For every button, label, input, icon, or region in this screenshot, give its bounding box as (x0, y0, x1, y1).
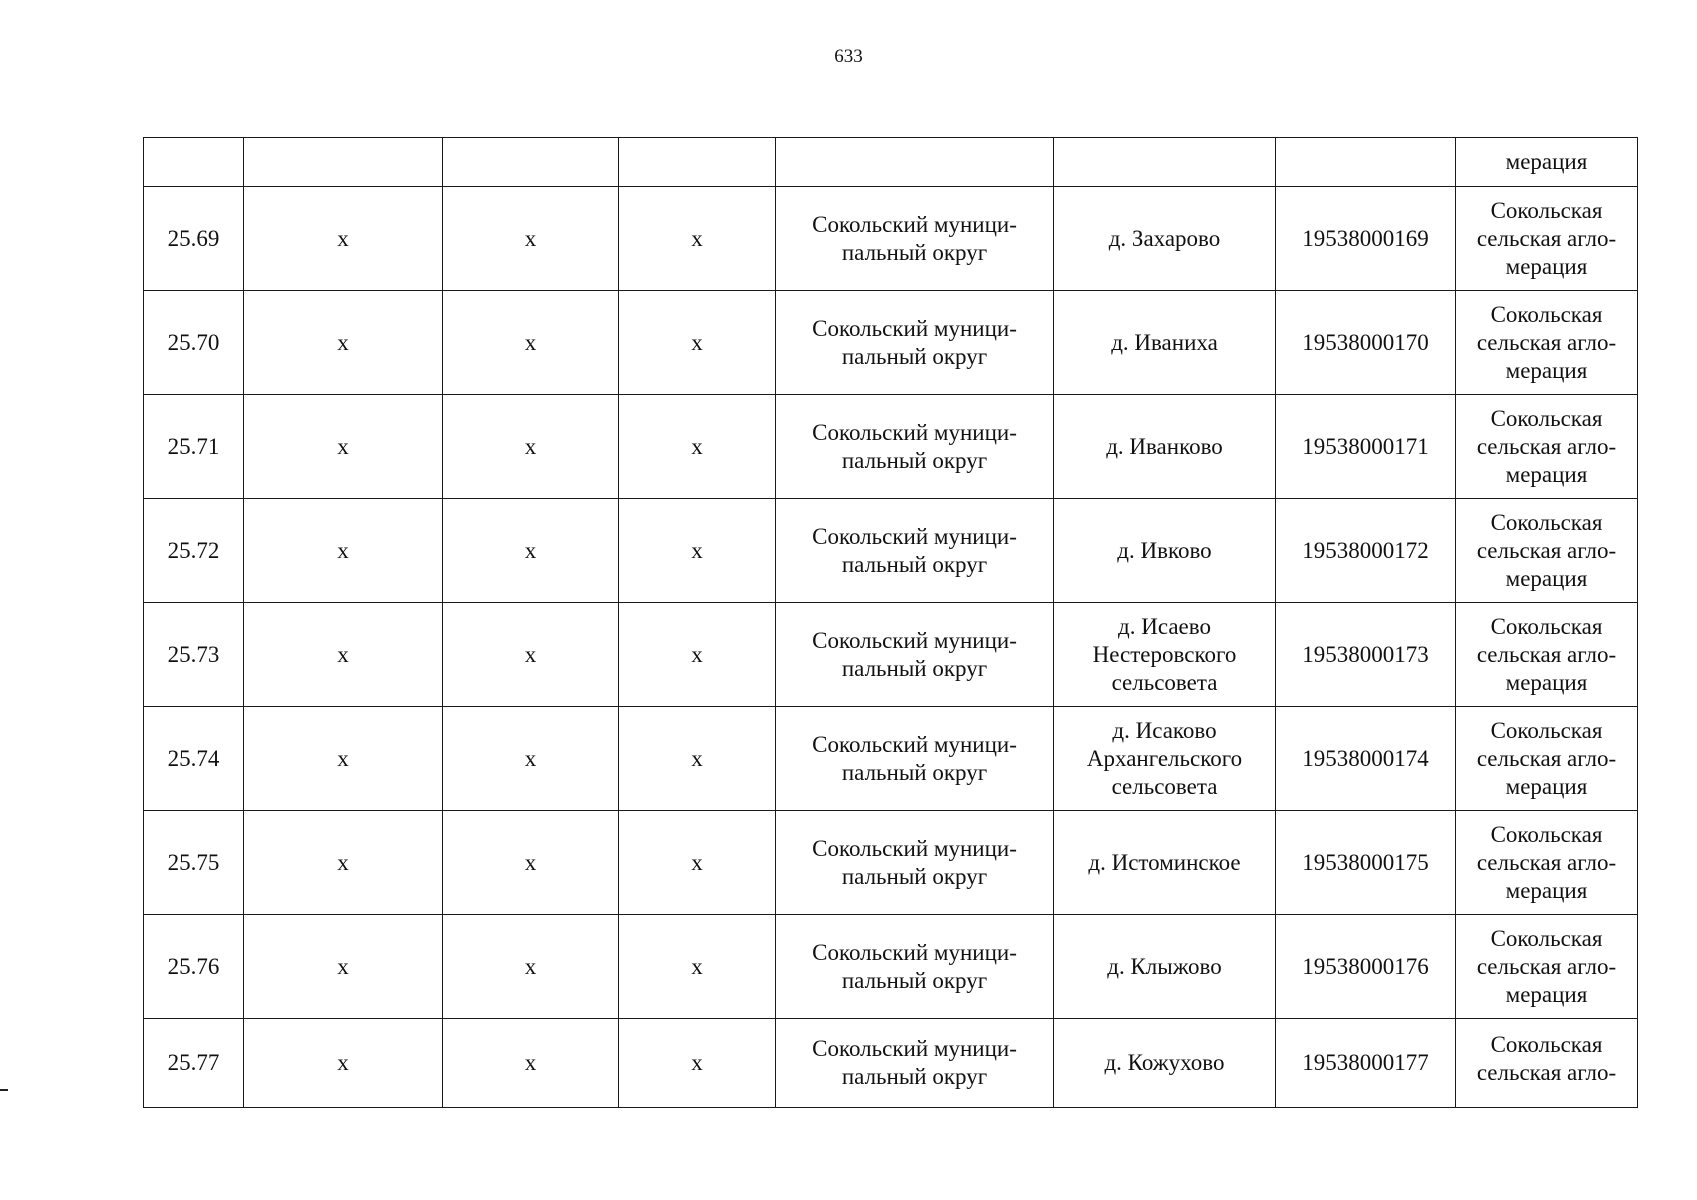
cell-district-line: пальный округ (841, 655, 988, 681)
cell-settlement (1054, 915, 1276, 1019)
cell-code: 19538000173 (1276, 603, 1456, 707)
cell-district-line: Сокольский муници- (812, 731, 1017, 757)
cell-agglomeration-line: сельская агло- (1476, 641, 1617, 667)
cell-settlement-line: сельсовета (1111, 669, 1218, 695)
cell-code: 19538000177 (1276, 1019, 1456, 1108)
cell-mark: х (244, 707, 443, 811)
cell-settlement (1054, 499, 1276, 603)
cell-code: 19538000171 (1276, 395, 1456, 499)
table-row (144, 499, 1638, 603)
cell-row-number: 25.74 (144, 707, 244, 811)
cell-settlement (1054, 603, 1276, 707)
cell-agglomeration-line: мерация (1505, 357, 1588, 383)
table-row (144, 187, 1638, 291)
cell-mark: х (443, 707, 619, 811)
cell-settlement-line: д. Клыжово (1107, 953, 1222, 979)
cell-settlement-line: д. Ивково (1117, 537, 1212, 563)
cell-district-line: Сокольский муници- (812, 939, 1017, 965)
cell-agglomeration-line: мерация (1505, 773, 1588, 799)
cell-district (776, 603, 1054, 707)
cell-mark: х (619, 395, 776, 499)
cell-agglomeration-line: мерация (1505, 253, 1588, 279)
cell-district-line: пальный округ (841, 863, 988, 889)
table-row (144, 603, 1638, 707)
cell-settlement-line: д. Захарово (1108, 225, 1221, 251)
cell-agglomeration-line: мерация (1505, 461, 1588, 487)
cell-code: 19538000176 (1276, 915, 1456, 1019)
cell-agglomeration-line: Сокольская (1490, 197, 1603, 223)
cell-agglomeration (1456, 707, 1638, 811)
cell-mark: х (443, 915, 619, 1019)
cell-agglomeration (1456, 811, 1638, 915)
cell-code: 19538000169 (1276, 187, 1456, 291)
cell-district (776, 811, 1054, 915)
cell-district-line: Сокольский муници- (812, 419, 1017, 445)
cell-agglomeration (1456, 915, 1638, 1019)
cell-mark: х (244, 603, 443, 707)
cell-agglomeration (1456, 603, 1638, 707)
cell-district-line: Сокольский муници- (812, 523, 1017, 549)
table-row-continued (144, 138, 1638, 187)
cell-agglomeration (1456, 291, 1638, 395)
cell-agglomeration-line: Сокольская (1490, 925, 1603, 951)
cell-mark: х (244, 1019, 443, 1108)
cell-agglomeration-line: сельская агло- (1476, 225, 1617, 251)
cell-row-number: 25.76 (144, 915, 244, 1019)
cell-mark: х (244, 915, 443, 1019)
cell-agglomeration (1456, 499, 1638, 603)
cell-row-number: 25.72 (144, 499, 244, 603)
cell-agglomeration-line: Сокольская (1490, 613, 1603, 639)
cell-mark: х (619, 1019, 776, 1108)
cell-agglomeration-line: сельская агло- (1476, 849, 1617, 875)
cell-settlement-line: д. Иваниха (1111, 329, 1218, 355)
cell-agglomeration-line: сельская агло- (1476, 745, 1617, 771)
cell-mark: х (443, 395, 619, 499)
cell-mark: х (443, 291, 619, 395)
cell-mark: х (619, 811, 776, 915)
cell-settlement-line: Архангельского (1086, 745, 1243, 771)
cell-mark: х (443, 187, 619, 291)
cell-agglomeration-line: сельская агло- (1476, 433, 1617, 459)
cell-agglomeration (1456, 1019, 1638, 1108)
cell-mark: х (619, 603, 776, 707)
cell-district-line: Сокольский муници- (812, 1036, 1017, 1061)
cell-district (776, 499, 1054, 603)
page-number: 633 (834, 46, 863, 67)
cell-mark: х (244, 395, 443, 499)
cell-empty (619, 138, 776, 187)
cell-settlement (1054, 1019, 1276, 1108)
cell-mark: х (244, 499, 443, 603)
table-row (144, 291, 1638, 395)
cell-empty (244, 138, 443, 187)
cell-agglomeration-line: мерация (1505, 565, 1588, 591)
table-row (144, 811, 1638, 915)
cell-settlement-line: д. Исаково (1112, 717, 1217, 743)
cell-mark: х (619, 187, 776, 291)
cell-settlement-line: д. Исаево (1118, 613, 1211, 639)
cell-agglomeration-line: Сокольская (1490, 717, 1603, 743)
cell-empty (1276, 138, 1456, 187)
cell-agglomeration (1456, 395, 1638, 499)
cell-row-number: 25.70 (144, 291, 244, 395)
cell-agglomeration-line: мерация (1505, 981, 1588, 1007)
table-row (144, 1019, 1638, 1108)
cell-district-line: пальный округ (841, 551, 988, 577)
cell-mark: х (619, 915, 776, 1019)
cell-district (776, 395, 1054, 499)
cell-agglomeration-line: Сокольская (1490, 509, 1603, 535)
cell-row-number: 25.75 (144, 811, 244, 915)
cell-district (776, 1019, 1054, 1108)
cell-agglomeration-line: мерация (1505, 877, 1588, 903)
cell-settlement-line: Нестеровского (1092, 641, 1237, 667)
cell-settlement-line: сельсовета (1111, 773, 1218, 799)
cell-mark: х (619, 291, 776, 395)
cell-district-line: пальный округ (841, 239, 988, 265)
cell-empty (144, 138, 244, 187)
cell-mark: х (244, 811, 443, 915)
cell-agglomeration-line: Сокольская (1490, 821, 1603, 847)
cell-district-line: Сокольский муници- (812, 211, 1017, 237)
cell-settlement (1054, 707, 1276, 811)
cell-district (776, 707, 1054, 811)
cell-settlement (1054, 291, 1276, 395)
cell-empty (776, 138, 1054, 187)
cell-mark: х (443, 811, 619, 915)
cell-settlement-line: д. Иванково (1106, 433, 1223, 459)
cell-district-line: пальный округ (841, 343, 988, 369)
cell-settlement-line: д. Кожухово (1104, 1050, 1225, 1075)
cell-settlement (1054, 811, 1276, 915)
cell-code: 19538000174 (1276, 707, 1456, 811)
cell-district-line: Сокольский муници- (812, 835, 1017, 861)
cell-code: 19538000172 (1276, 499, 1456, 603)
cell-agglomeration-line: сельская агло- (1476, 537, 1617, 563)
cell-agglomeration (1456, 187, 1638, 291)
cell-empty (1054, 138, 1276, 187)
cell-district-line: пальный округ (841, 447, 988, 473)
cell-district-line: пальный округ (841, 759, 988, 785)
cell-agglomeration-line: мерация (1505, 669, 1588, 695)
cell-mark: х (619, 499, 776, 603)
cell-code: 19538000175 (1276, 811, 1456, 915)
cell-agglomeration-line: сельская агло- (1476, 329, 1617, 355)
cell-settlement-line: д. Истоминское (1088, 849, 1241, 875)
cell-district-line: пальный округ (841, 967, 988, 993)
cell-settlement (1054, 395, 1276, 499)
cell-mark: х (443, 1019, 619, 1108)
cell-row-number: 25.69 (144, 187, 244, 291)
cell-mark: х (443, 603, 619, 707)
table-row (144, 395, 1638, 499)
cell-district-line: пальный округ (841, 1064, 988, 1089)
cell-district (776, 915, 1054, 1019)
cell-settlement (1054, 187, 1276, 291)
cell-agglomeration-line: Сокольская (1490, 405, 1603, 431)
cell-district (776, 187, 1054, 291)
cell-row-number: 25.73 (144, 603, 244, 707)
cell-empty (443, 138, 619, 187)
table-row (144, 915, 1638, 1019)
cell-mark: х (619, 707, 776, 811)
table-row (144, 707, 1638, 811)
cell-agglomeration-line: Сокольская (1490, 1032, 1603, 1057)
cell-mark: х (244, 187, 443, 291)
registry-table (143, 137, 1638, 1108)
cell-agglomeration-tail: мерация (1456, 138, 1638, 187)
cell-agglomeration-line: Сокольская (1490, 301, 1603, 327)
cell-mark: х (244, 291, 443, 395)
cell-row-number: 25.77 (144, 1019, 244, 1108)
cell-code: 19538000170 (1276, 291, 1456, 395)
cell-row-number: 25.71 (144, 395, 244, 499)
cell-district (776, 291, 1054, 395)
cell-district-line: Сокольский муници- (812, 315, 1017, 341)
margin-mark (0, 1089, 8, 1091)
cell-agglomeration-line: сельская агло- (1476, 953, 1617, 979)
cell-mark: х (443, 499, 619, 603)
cell-agglomeration-line: сельская агло- (1476, 1060, 1617, 1085)
cell-district-line: Сокольский муници- (812, 627, 1017, 653)
